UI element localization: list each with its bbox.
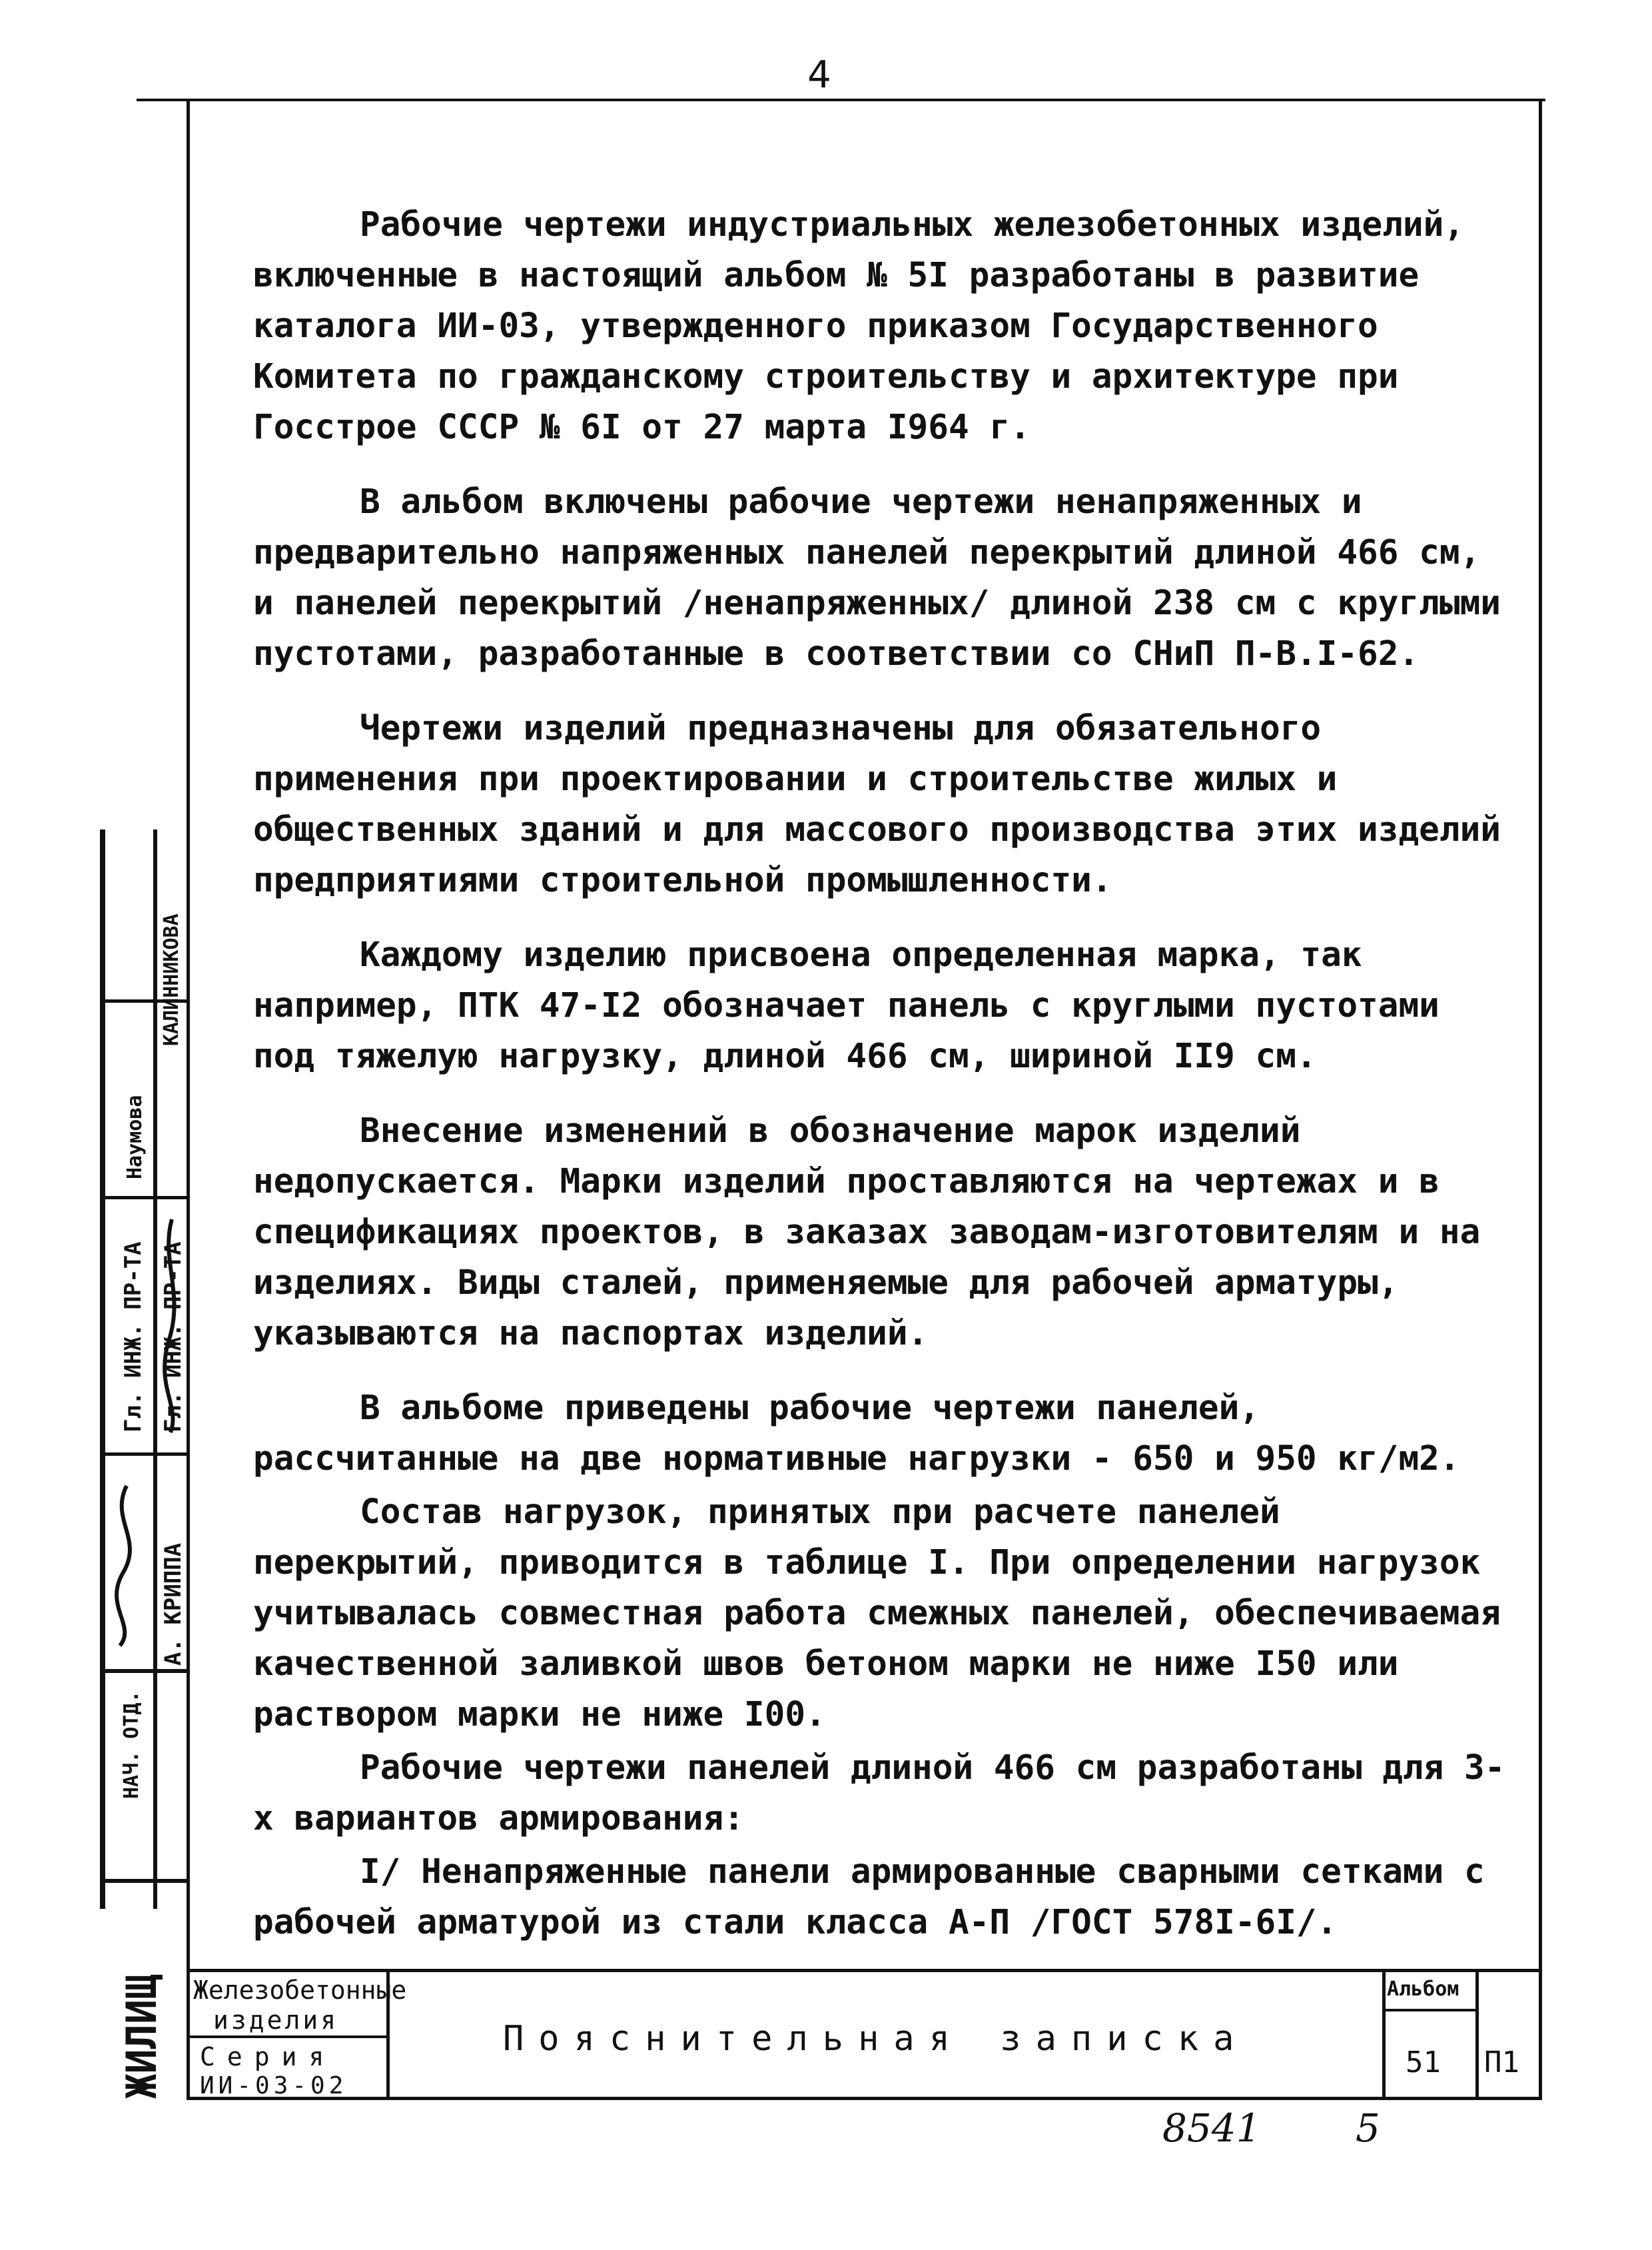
footer-code: 8541 <box>1162 2105 1261 2151</box>
stamp-name: КАЛИННИКОВА <box>160 913 183 1046</box>
series-label: Серия <box>200 2042 336 2071</box>
page-number: 4 <box>807 53 831 97</box>
stamp-role: Гл. ИНЖ. ПР-ТА <box>120 1241 147 1432</box>
stamp-line <box>100 830 105 1909</box>
stamp-line <box>100 1669 187 1673</box>
paragraph-7: Состав нагрузок, принятых при расчете панелей перекрытий, приводится в таблице I. При определении нагрузок учитывалась совместная работа смежных панелей, обеспечиваемая качественной заливкой швов бетоном марки не ниже I50 или раствором марки не ниже I00. <box>253 1492 1501 1734</box>
stamp-line <box>100 1452 187 1456</box>
signature-mark <box>157 1213 187 1439</box>
paragraph-3: Чертежи изделий предназначены для обязательного применения при проектировании и строительстве жилых и общественных зданий и для массового производства этих изделий предприятиями строительной промышленности. <box>253 709 1501 900</box>
document-title: Пояснительная записка <box>503 2019 1249 2059</box>
tb-divider <box>187 2035 386 2038</box>
stamp-name: Наумова <box>123 1095 147 1179</box>
category-line2: изделия <box>213 2005 339 2035</box>
paragraph-4: Каждому изделию присвоена определенная марка, так например, ПТК 47-I2 обозначает панель с круглыми пустотами под тяжелую нагрузку, длиной 466 см, шириной II9 см. <box>253 935 1440 1076</box>
tb-divider <box>1382 2009 1475 2011</box>
paragraph-6: В альбоме приведены рабочие чертежи панелей, рассчитанные на две нормативные нагрузки - 650 и 950 кг/м2. <box>253 1389 1460 1478</box>
tb-divider <box>1475 1969 1479 2100</box>
stamp-line <box>100 1879 187 1883</box>
paragraph-8: Рабочие чертежи панелей длиной 466 см разработаны для 3-х вариантов армирования: <box>253 1748 1505 1838</box>
body-text <box>253 200 1505 1948</box>
album-label: Альбом <box>1387 1977 1459 2001</box>
stamp-role: Гл. ИНЖ. ПР-ТА <box>160 1241 187 1432</box>
stamp-role: НАЧ. ОТД. <box>120 1690 143 1799</box>
stamp-line <box>100 1196 187 1199</box>
tb-divider <box>1382 1969 1386 2100</box>
album-value: 51 <box>1406 2045 1441 2079</box>
paragraph-2: В альбом включены рабочие чертежи ненапряженных и предварительно напряженных панелей перекрытий длиной 466 см, и панелей перекрытий /ненапряженных/ длиной 238 см с круглыми пустотами, разработанные в соответствии со СНиП П-В.I-62. <box>253 482 1501 674</box>
series-value: ИИ-03-02 <box>200 2072 348 2099</box>
paragraph-5: Внесение изменений в обозначение марок изделий недопускается. Марки изделий проставляются на чертежах и в спецификациях проектов, в заказах заводам-изготовителям и на изделиях. Виды сталей, применяемые для рабочей арматуры, указываются на паспортах изделий. <box>253 1111 1481 1353</box>
stamp-name: А. КРИППА <box>160 1542 187 1666</box>
category-line1: Железобетонные <box>193 1975 407 2005</box>
stamp-org: ЖИЛИЩ <box>117 1974 166 2099</box>
sheet-value: П1 <box>1484 2045 1519 2079</box>
paragraph-9: I/ Ненапряженные панели армированные сварными сетками с рабочей арматурой из стали класса А-П /ГОСТ 578I-6I/. <box>253 1852 1485 1942</box>
signature-mark <box>103 1479 150 1652</box>
footer-number: 5 <box>1356 2105 1380 2151</box>
paragraph-1: Рабочие чертежи индустриальных железобетонных изделий, включенные в настоящий альбом № 5I разработаны в развитие каталога ИИ-03, утвержденного приказом Государственного Комитета по гражданскому строительству и архитектуре при Госстрое СССР № 6I от 27 марта I964 г. <box>253 205 1465 447</box>
